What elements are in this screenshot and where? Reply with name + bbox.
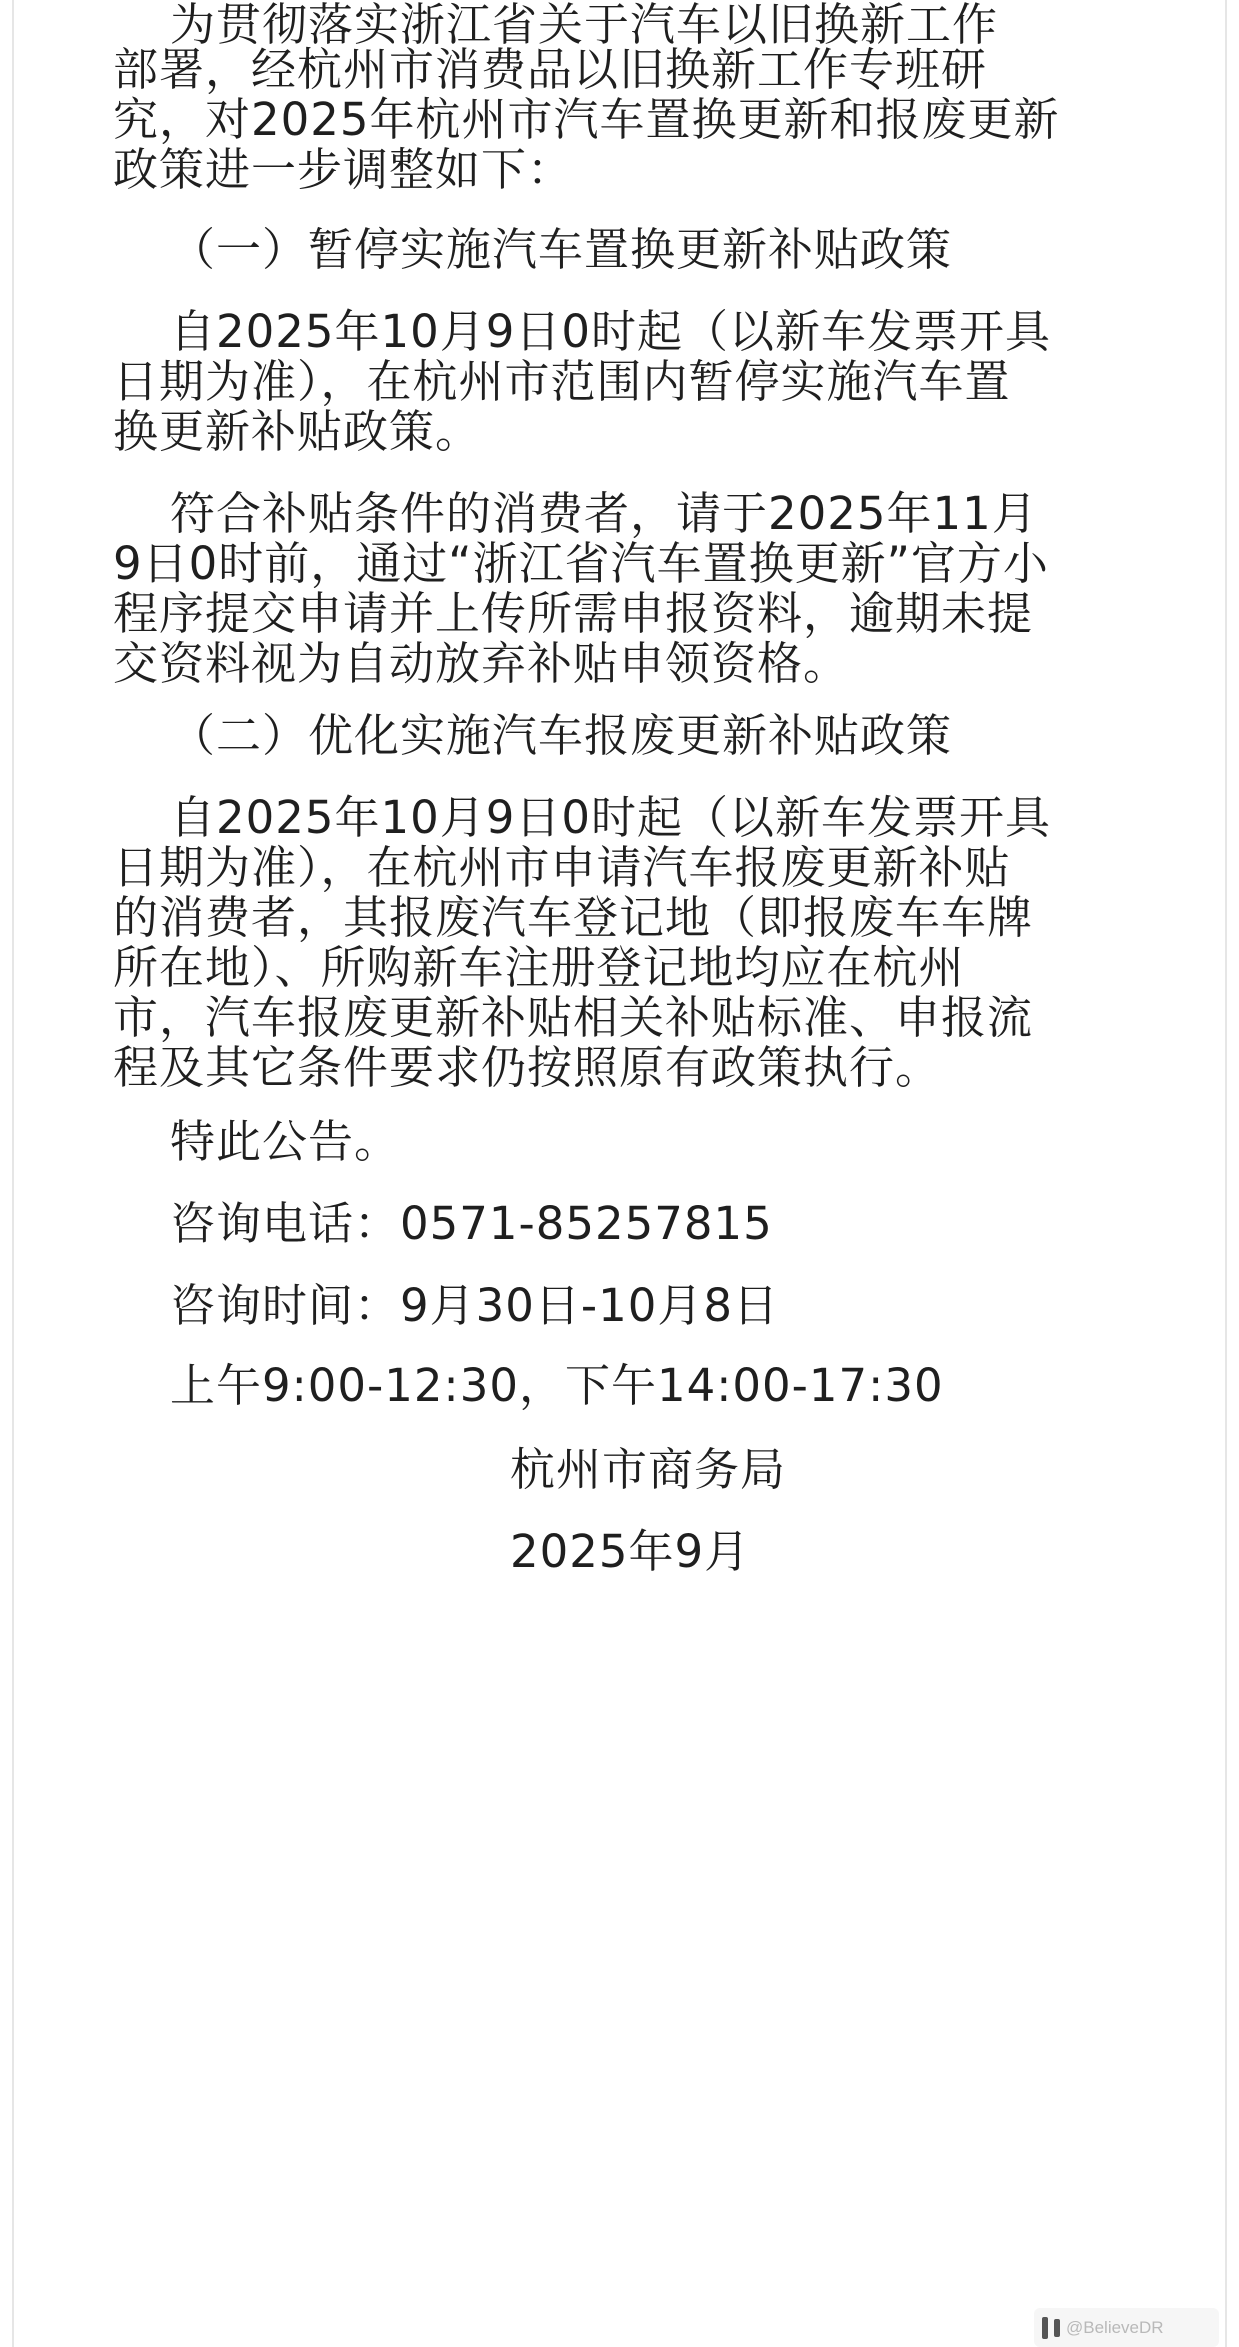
page-border-right — [1225, 0, 1227, 2347]
issuer-name: 杭州市商务局 — [510, 1443, 787, 1496]
consult-dates: 咨询时间：9月30日-10月8日 — [170, 1279, 780, 1332]
page-border-left — [12, 0, 14, 2347]
section1-para2-line-3: 程序提交申请并上传所需申报资料，逾期未提 — [113, 587, 1034, 640]
section1-para2-line-4: 交资料视为自动放弃补贴申领资格。 — [113, 637, 850, 690]
intro-line-1: 为贯彻落实浙江省关于汽车以旧换新工作 — [170, 0, 999, 51]
section2-para1-line-4: 所在地）、所购新车注册登记地均应在杭州 — [113, 941, 965, 994]
section2-para1-line-2: 日期为准），在杭州市申请汽车报废更新补贴 — [113, 841, 1011, 894]
section1-para2-line-2: 9日0时前，通过“浙江省汽车置换更新”官方小 — [113, 537, 1049, 590]
section1-para1-line-2: 日期为准），在杭州市范围内暂停实施汽车置 — [113, 355, 1011, 408]
section1-para2-line-1: 符合补贴条件的消费者，请于2025年11月 — [170, 487, 1038, 540]
watermark-text: @BelieveDR — [1066, 2317, 1164, 2337]
section2-heading: （二）优化实施汽车报废更新补贴政策 — [170, 709, 953, 762]
watermark-logo-icon — [1042, 2317, 1048, 2339]
watermark-logo-icon-2 — [1054, 2319, 1060, 2337]
intro-line-4: 政策进一步调整如下： — [113, 143, 574, 196]
section2-para1-line-3: 的消费者，其报废汽车登记地（即报废车车牌 — [113, 891, 1034, 944]
watermark-badge — [1034, 2308, 1219, 2347]
section1-heading: （一）暂停实施汽车置换更新补贴政策 — [170, 223, 953, 276]
section2-para1-line-5: 市，汽车报废更新补贴相关补贴标准、申报流 — [113, 991, 1034, 1044]
section1-para1-line-3: 换更新补贴政策。 — [113, 405, 482, 458]
issue-date: 2025年9月 — [510, 1525, 751, 1578]
notice-text: 特此公告。 — [170, 1115, 401, 1168]
consult-phone: 咨询电话：0571-85257815 — [170, 1197, 773, 1250]
section2-para1-line-6: 程及其它条件要求仍按照原有政策执行。 — [113, 1041, 942, 1094]
intro-line-3: 究，对2025年杭州市汽车置换更新和报废更新 — [113, 93, 1060, 146]
consult-hours: 上午9:00-12:30，下午14:00-17:30 — [170, 1359, 944, 1412]
section2-para1-line-1: 自2025年10月9日0时起（以新车发票开具 — [170, 791, 1052, 844]
intro-line-2: 部署，经杭州市消费品以旧换新工作专班研 — [113, 43, 988, 96]
section1-para1-line-1: 自2025年10月9日0时起（以新车发票开具 — [170, 305, 1052, 358]
